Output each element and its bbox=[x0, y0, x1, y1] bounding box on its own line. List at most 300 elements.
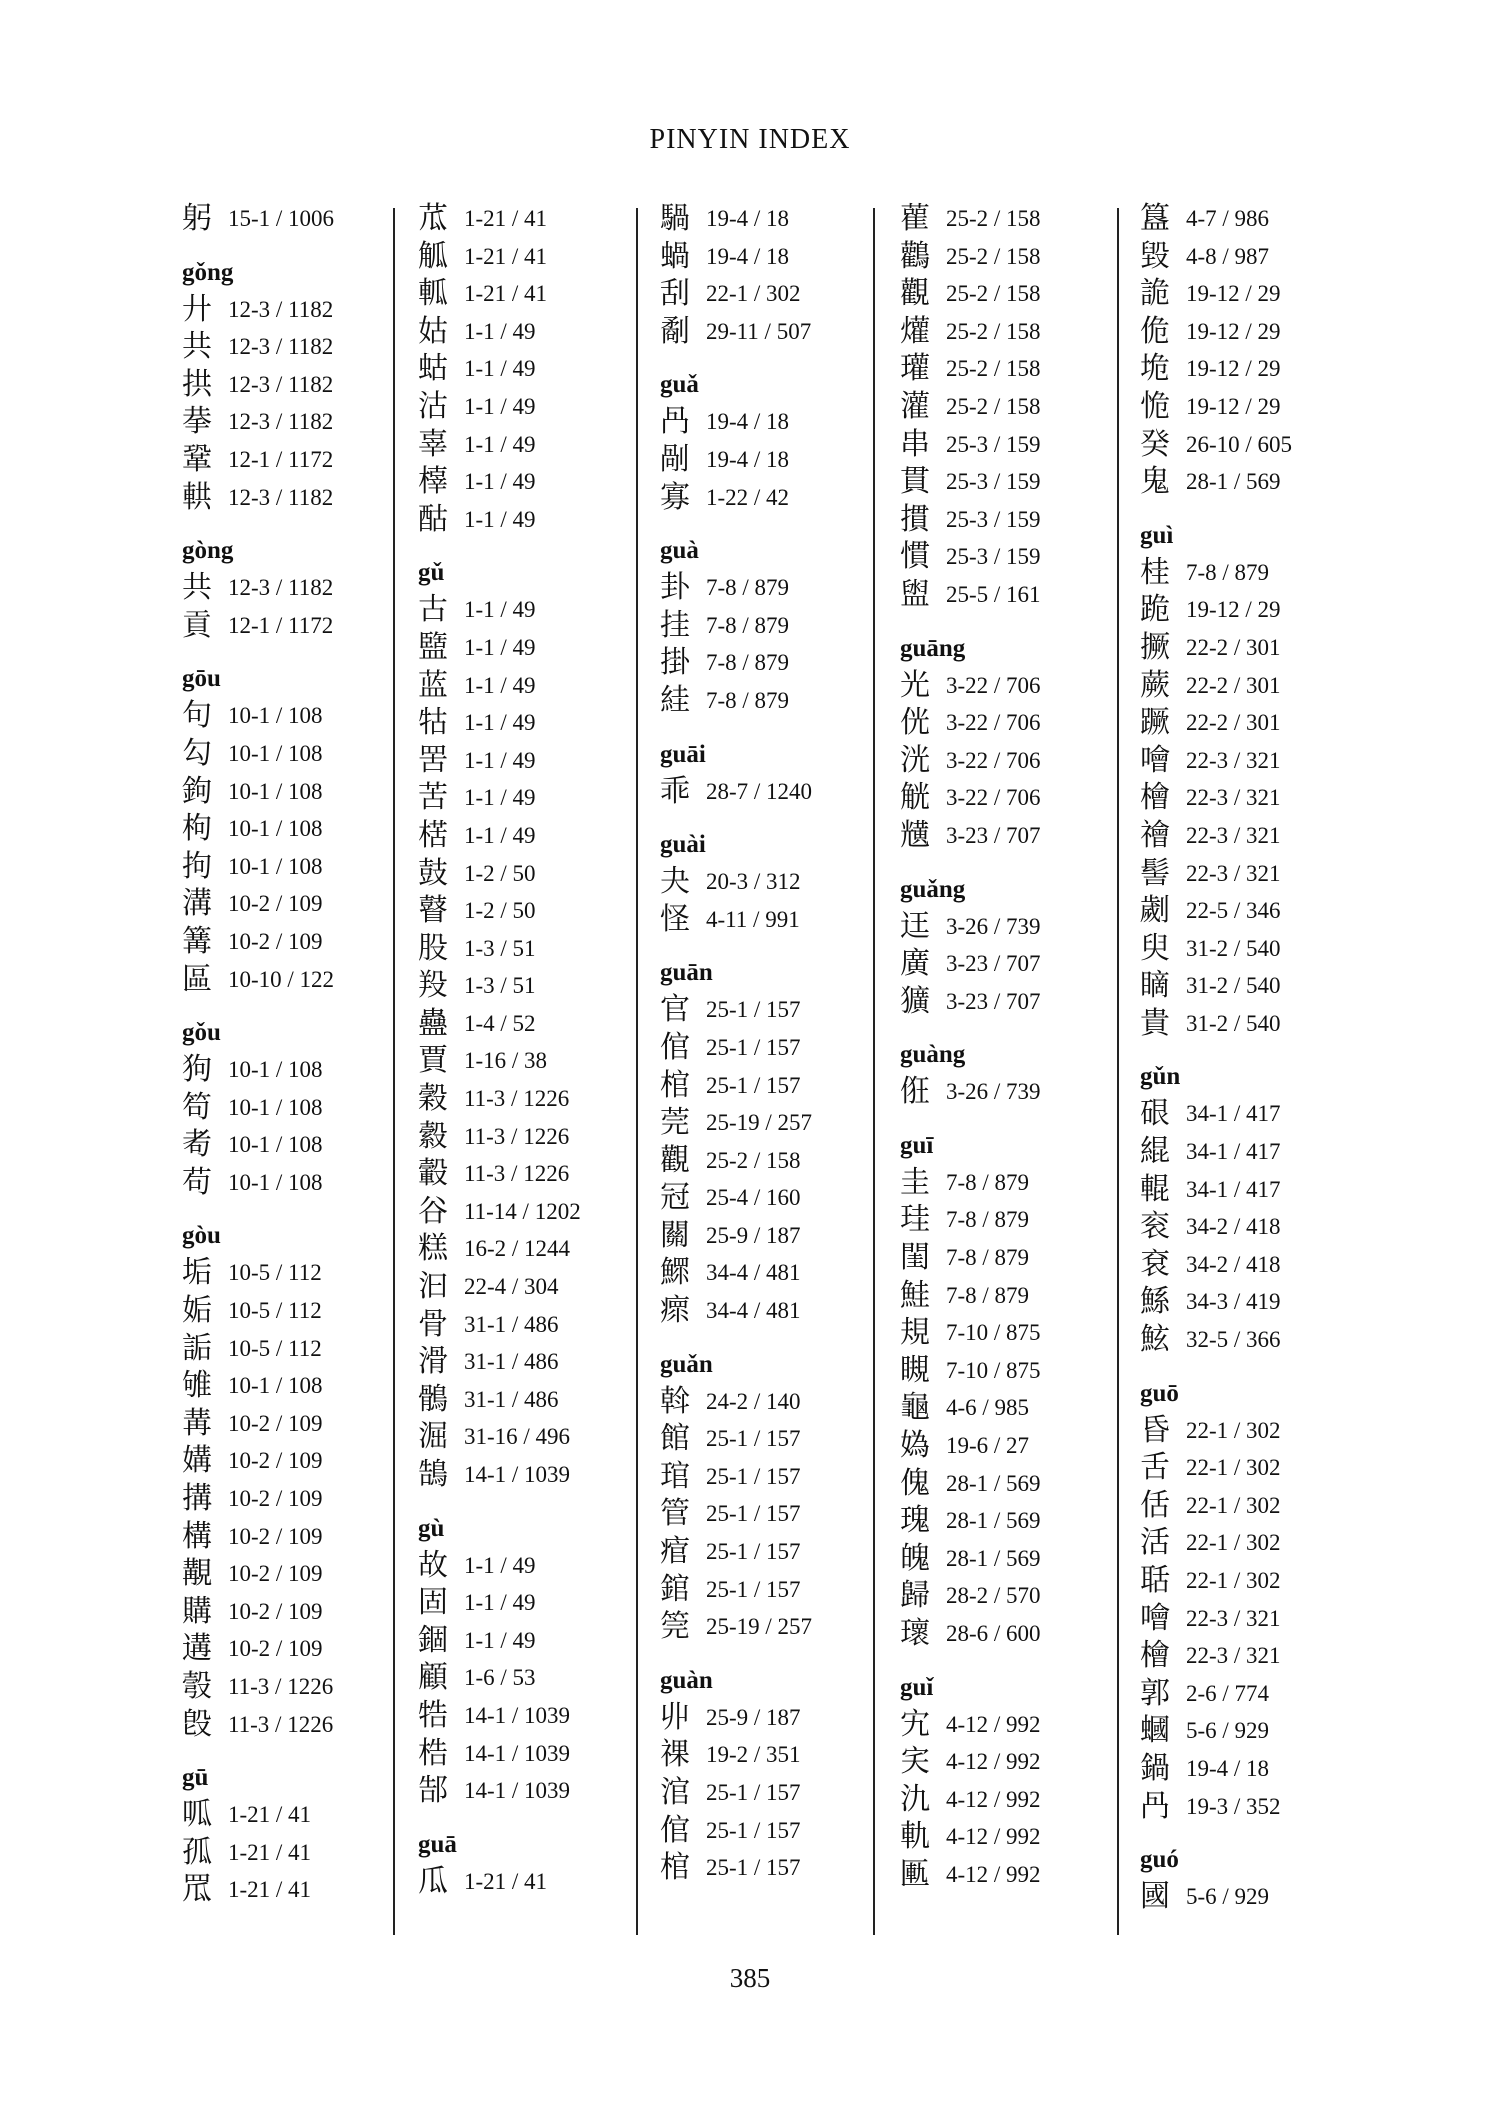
index-entry bbox=[1140, 817, 1372, 855]
entry-character: 錧 bbox=[660, 1571, 690, 1607]
index-entry bbox=[1140, 1321, 1372, 1359]
entry-character: 固 bbox=[418, 1585, 448, 1621]
entry-character: 緄 bbox=[1140, 1134, 1170, 1170]
entry-reference: 12-1 / 1172 bbox=[228, 612, 334, 638]
index-entry bbox=[900, 1540, 1132, 1578]
entry-character: 剮 bbox=[660, 441, 690, 477]
entry-character: 瞡 bbox=[900, 1352, 930, 1388]
index-entry bbox=[660, 1292, 892, 1330]
entry-reference: 19-12 / 29 bbox=[1186, 393, 1281, 419]
entry-reference: 7-8 / 879 bbox=[946, 1169, 1030, 1195]
column-divider bbox=[1117, 208, 1119, 1935]
entry-character: 冎 bbox=[1140, 1788, 1170, 1824]
entry-character: 瑰 bbox=[900, 1503, 930, 1539]
column-divider bbox=[873, 208, 875, 1935]
entry-reference: 16-2 / 1244 bbox=[464, 1236, 571, 1262]
entry-character: 獷 bbox=[900, 983, 930, 1019]
entry-reference: 1-21 / 41 bbox=[228, 1802, 312, 1828]
index-entry bbox=[900, 983, 1132, 1021]
entry-reference: 14-1 / 1039 bbox=[464, 1778, 571, 1804]
index-entry bbox=[418, 313, 650, 351]
entry-character: 倌 bbox=[660, 1812, 690, 1848]
entry-reference: 12-3 / 1182 bbox=[228, 409, 334, 435]
entry-reference: 31-1 / 486 bbox=[464, 1386, 559, 1412]
entry-character: 勾 bbox=[182, 735, 212, 771]
entry-reference: 25-1 / 157 bbox=[706, 1780, 801, 1805]
entry-reference: 25-1 / 157 bbox=[706, 1817, 801, 1843]
entry-reference: 28-7 / 1240 bbox=[706, 778, 813, 804]
entry-reference: 11-3 / 1226 bbox=[464, 1123, 570, 1149]
index-entry bbox=[900, 463, 1132, 501]
entry-reference: 1-21 / 41 bbox=[464, 206, 548, 231]
entry-reference: 7-8 / 879 bbox=[706, 650, 790, 676]
index-entry bbox=[660, 1179, 892, 1217]
index-entry bbox=[1140, 591, 1372, 629]
entry-reference: 19-4 / 18 bbox=[706, 206, 790, 231]
index-entry bbox=[1140, 967, 1372, 1005]
entry-character: 貴 bbox=[1140, 1005, 1170, 1041]
entry-reference: 25-1 / 157 bbox=[706, 1501, 801, 1527]
index-entry bbox=[900, 817, 1132, 855]
entry-reference: 10-1 / 108 bbox=[228, 703, 323, 729]
pinyin-heading: gǔn bbox=[1140, 1063, 1181, 1091]
index-entry bbox=[182, 885, 414, 923]
entry-reference: 25-3 / 159 bbox=[946, 506, 1041, 532]
entry-reference: 24-2 / 140 bbox=[706, 1388, 801, 1414]
entry-reference: 22-3 / 321 bbox=[1186, 860, 1281, 886]
entry-character: 苦 bbox=[418, 780, 448, 816]
index-entry bbox=[418, 892, 650, 930]
index-entry bbox=[182, 328, 414, 366]
index-entry bbox=[182, 810, 414, 848]
index-entry bbox=[1140, 930, 1372, 968]
entry-reference: 25-2 / 158 bbox=[946, 318, 1041, 344]
index-entry bbox=[1140, 704, 1372, 742]
entry-reference: 1-1 / 49 bbox=[464, 634, 536, 660]
index-entry bbox=[660, 1067, 892, 1105]
entry-reference: 19-4 / 18 bbox=[706, 243, 790, 269]
index-entry bbox=[418, 501, 650, 539]
index-entry bbox=[900, 1465, 1132, 1503]
index-entry bbox=[418, 1230, 650, 1268]
pinyin-heading: gōu bbox=[182, 665, 221, 693]
entry-reference: 22-1 / 302 bbox=[1186, 1530, 1281, 1556]
index-entry bbox=[900, 1352, 1132, 1390]
entry-reference: 10-2 / 109 bbox=[228, 891, 323, 917]
entry-reference: 31-16 / 496 bbox=[464, 1424, 571, 1450]
index-entry bbox=[900, 350, 1132, 388]
entry-reference: 25-5 / 161 bbox=[946, 581, 1041, 607]
entry-reference: 4-12 / 992 bbox=[946, 1824, 1041, 1850]
index-entry bbox=[182, 607, 414, 645]
index-entry bbox=[182, 1593, 414, 1631]
index-entry bbox=[182, 291, 414, 329]
index-entry bbox=[418, 1005, 650, 1043]
entry-reference: 19-4 / 18 bbox=[706, 409, 790, 435]
index-entry bbox=[900, 1577, 1132, 1615]
index-entry bbox=[900, 426, 1132, 464]
index-entry bbox=[900, 1201, 1132, 1239]
entry-character: 冎 bbox=[660, 404, 690, 440]
entry-reference: 14-1 / 1039 bbox=[464, 1702, 571, 1728]
entry-character: 瘝 bbox=[660, 1293, 690, 1329]
entry-character: 共 bbox=[182, 570, 212, 606]
entry-reference: 4-7 / 986 bbox=[1186, 206, 1270, 231]
index-entry bbox=[900, 275, 1132, 313]
entry-reference: 1-1 / 49 bbox=[464, 506, 536, 532]
entry-character: 股 bbox=[418, 930, 448, 966]
index-entry bbox=[660, 1849, 892, 1887]
index-entry bbox=[900, 1164, 1132, 1202]
index-entry bbox=[182, 1051, 414, 1089]
entry-character: 光 bbox=[900, 667, 930, 703]
entry-reference: 12-3 / 1182 bbox=[228, 334, 334, 360]
entry-reference: 25-2 / 158 bbox=[946, 243, 1041, 269]
entry-character: 棺 bbox=[660, 1850, 690, 1886]
entry-reference: 1-6 / 53 bbox=[464, 1665, 536, 1691]
entry-character: 共 bbox=[182, 329, 212, 365]
entry-reference: 25-1 / 157 bbox=[706, 1855, 801, 1881]
entry-reference: 25-2 / 158 bbox=[946, 393, 1041, 419]
index-entry bbox=[1140, 742, 1372, 780]
entry-reference: 25-19 / 257 bbox=[706, 1110, 813, 1136]
index-entry bbox=[418, 1193, 650, 1231]
pinyin-heading: guì bbox=[1140, 521, 1174, 549]
entry-character: 構 bbox=[182, 1518, 212, 1554]
entry-character: 詭 bbox=[1140, 276, 1170, 312]
entry-character: 摜 bbox=[900, 501, 930, 537]
index-entry bbox=[660, 1533, 892, 1571]
entry-character: 苽 bbox=[418, 201, 448, 236]
entry-character: 垢 bbox=[182, 1255, 212, 1291]
entry-character: 串 bbox=[900, 426, 930, 462]
entry-reference: 10-2 / 109 bbox=[228, 1448, 323, 1474]
index-entry bbox=[900, 1856, 1132, 1894]
index-entry bbox=[660, 1383, 892, 1421]
entry-character: 媯 bbox=[900, 1428, 930, 1464]
index-entry bbox=[182, 569, 414, 607]
index-entry bbox=[660, 1142, 892, 1180]
entry-reference: 25-1 / 157 bbox=[706, 1072, 801, 1098]
entry-reference: 7-8 / 879 bbox=[1186, 559, 1270, 585]
entry-reference: 1-3 / 51 bbox=[464, 973, 536, 999]
index-entry bbox=[418, 591, 650, 629]
index-entry bbox=[418, 1547, 650, 1585]
entry-character: 穀 bbox=[418, 1081, 448, 1117]
index-entry bbox=[182, 1367, 414, 1405]
pinyin-heading: guǎng bbox=[900, 875, 966, 903]
entry-reference: 19-12 / 29 bbox=[1186, 597, 1281, 623]
entry-reference: 25-3 / 159 bbox=[946, 431, 1041, 457]
index-entry bbox=[182, 735, 414, 773]
index-entry bbox=[182, 200, 414, 238]
index-entry bbox=[900, 313, 1132, 351]
index-entry bbox=[900, 238, 1132, 276]
index-entry bbox=[660, 991, 892, 1029]
entry-character: 蕨 bbox=[1140, 667, 1170, 703]
index-entry bbox=[900, 779, 1132, 817]
entry-reference: 10-2 / 109 bbox=[228, 1486, 323, 1512]
index-entry bbox=[900, 1073, 1132, 1111]
index-entry bbox=[660, 313, 892, 351]
index-entry bbox=[418, 275, 650, 313]
index-entry bbox=[660, 863, 892, 901]
index-entry bbox=[1140, 426, 1372, 464]
entry-reference: 20-3 / 312 bbox=[706, 869, 801, 895]
entry-character: 瓌 bbox=[900, 1616, 930, 1651]
entry-reference: 3-22 / 706 bbox=[946, 747, 1041, 773]
index-entry bbox=[182, 1706, 414, 1744]
entry-character: 廾 bbox=[182, 291, 212, 327]
entry-character: 貫 bbox=[900, 464, 930, 500]
index-entry bbox=[1140, 388, 1372, 426]
entry-reference: 22-3 / 321 bbox=[1186, 1643, 1281, 1669]
entry-reference: 2-6 / 774 bbox=[1186, 1680, 1270, 1706]
index-entry bbox=[418, 967, 650, 1005]
entry-character: 管 bbox=[660, 1496, 690, 1532]
entry-reference: 11-3 / 1226 bbox=[228, 1711, 334, 1737]
entry-reference: 26-10 / 605 bbox=[1186, 431, 1293, 457]
index-entry bbox=[418, 930, 650, 968]
index-entry bbox=[1140, 1487, 1372, 1525]
index-entry bbox=[418, 742, 650, 780]
pinyin-heading: gū bbox=[182, 1764, 209, 1792]
entry-character: 寡 bbox=[660, 479, 690, 515]
index-entry bbox=[660, 682, 892, 720]
entry-character: 氿 bbox=[900, 1781, 930, 1817]
entry-reference: 3-26 / 739 bbox=[946, 1079, 1041, 1105]
entry-reference: 10-2 / 109 bbox=[228, 1598, 323, 1624]
index-entry bbox=[418, 1268, 650, 1306]
index-entry bbox=[660, 1217, 892, 1255]
pinyin-heading: guǎ bbox=[660, 371, 699, 399]
entry-reference: 25-1 / 157 bbox=[706, 1576, 801, 1602]
entry-reference: 3-22 / 706 bbox=[946, 785, 1041, 811]
entry-character: 羖 bbox=[418, 968, 448, 1004]
entry-character: 遘 bbox=[182, 1631, 212, 1667]
entry-reference: 11-3 / 1226 bbox=[464, 1086, 570, 1112]
index-entry bbox=[182, 773, 414, 811]
entry-reference: 1-1 / 49 bbox=[464, 1590, 536, 1616]
entry-character: 覯 bbox=[182, 1556, 212, 1592]
entry-character: 盬 bbox=[418, 629, 448, 665]
entry-character: 鮭 bbox=[900, 1277, 930, 1313]
entry-character: 觀 bbox=[660, 1142, 690, 1178]
index-entry bbox=[900, 945, 1132, 983]
entry-character: 拱 bbox=[182, 366, 212, 402]
entry-reference: 28-1 / 569 bbox=[946, 1508, 1041, 1534]
entry-reference: 28-6 / 600 bbox=[946, 1621, 1041, 1646]
entry-reference: 1-21 / 41 bbox=[464, 1868, 548, 1894]
entry-reference: 12-3 / 1182 bbox=[228, 296, 334, 322]
entry-reference: 10-1 / 108 bbox=[228, 740, 323, 766]
entry-reference: 1-1 / 49 bbox=[464, 393, 536, 419]
entry-character: 鰥 bbox=[660, 1255, 690, 1291]
entry-reference: 10-5 / 112 bbox=[228, 1260, 322, 1286]
entry-reference: 25-1 / 157 bbox=[706, 1463, 801, 1489]
entry-reference: 28-1 / 569 bbox=[946, 1545, 1041, 1571]
entry-reference: 22-1 / 302 bbox=[1186, 1417, 1281, 1443]
index-entry bbox=[182, 1668, 414, 1706]
index-entry bbox=[1140, 1005, 1372, 1043]
entry-reference: 14-1 / 1039 bbox=[464, 1462, 571, 1487]
entry-character: 簋 bbox=[1140, 201, 1170, 236]
entry-reference: 34-1 / 417 bbox=[1186, 1101, 1281, 1127]
entry-character: 䁤 bbox=[1140, 968, 1170, 1004]
entry-character: 蹶 bbox=[1140, 705, 1170, 741]
entry-character: 臾 bbox=[1140, 930, 1170, 966]
entry-character: 觚 bbox=[418, 238, 448, 274]
index-entry bbox=[1140, 350, 1372, 388]
index-entry bbox=[418, 1659, 650, 1697]
entry-character: 國 bbox=[1140, 1879, 1170, 1915]
index-entry bbox=[1140, 1878, 1372, 1916]
index-entry bbox=[182, 1871, 414, 1909]
index-entry bbox=[900, 1818, 1132, 1856]
entry-reference: 34-1 / 417 bbox=[1186, 1176, 1281, 1202]
entry-reference: 25-4 / 160 bbox=[706, 1185, 801, 1211]
entry-reference: 7-10 / 875 bbox=[946, 1357, 1041, 1383]
entry-character: 轂 bbox=[418, 1156, 448, 1192]
entry-character: 活 bbox=[1140, 1525, 1170, 1561]
entry-reference: 10-1 / 108 bbox=[228, 1132, 323, 1158]
index-entry bbox=[900, 1781, 1132, 1819]
entry-character: 辜 bbox=[418, 426, 448, 462]
entry-character: 棺 bbox=[660, 1067, 690, 1103]
entry-character: 孤 bbox=[182, 1834, 212, 1870]
entry-character: 痯 bbox=[660, 1534, 690, 1570]
index-entry bbox=[660, 773, 892, 811]
index-entry bbox=[182, 403, 414, 441]
index-entry bbox=[1140, 200, 1372, 238]
entry-reference: 7-8 / 879 bbox=[946, 1282, 1030, 1308]
index-entry bbox=[1140, 1788, 1372, 1826]
entry-reference: 1-3 / 51 bbox=[464, 935, 536, 961]
index-entry bbox=[418, 463, 650, 501]
entry-character: 滑 bbox=[418, 1344, 448, 1380]
index-entry bbox=[182, 1518, 414, 1556]
entry-reference: 25-1 / 157 bbox=[706, 1539, 801, 1565]
index-entry bbox=[1140, 1600, 1372, 1638]
entry-character: 鮌 bbox=[1140, 1322, 1170, 1358]
entry-reference: 12-3 / 1182 bbox=[228, 484, 334, 510]
entry-reference: 10-1 / 108 bbox=[228, 1373, 323, 1399]
entry-character: 淈 bbox=[418, 1419, 448, 1455]
entry-character: 蛄 bbox=[418, 351, 448, 387]
index-entry bbox=[660, 1104, 892, 1142]
index-entry bbox=[418, 1622, 650, 1660]
pinyin-heading: guāi bbox=[660, 740, 706, 768]
index-entry bbox=[900, 538, 1132, 576]
index-entry bbox=[1140, 1675, 1372, 1713]
entry-reference: 22-3 / 321 bbox=[1186, 785, 1281, 811]
index-entry bbox=[182, 1330, 414, 1368]
index-entry bbox=[900, 200, 1132, 238]
entry-character: 垝 bbox=[1140, 351, 1170, 387]
pinyin-heading: guā bbox=[418, 1830, 457, 1858]
entry-reference: 28-1 / 569 bbox=[946, 1470, 1041, 1496]
entry-character: 劌 bbox=[1140, 893, 1170, 929]
index-entry bbox=[1140, 1750, 1372, 1788]
entry-character: 俇 bbox=[900, 1074, 930, 1110]
entry-character: 鵠 bbox=[418, 1457, 448, 1492]
entry-character: 撅 bbox=[1140, 629, 1170, 665]
entry-character: 絓 bbox=[660, 682, 690, 718]
entry-reference: 34-2 / 418 bbox=[1186, 1214, 1281, 1240]
entry-character: 倌 bbox=[660, 1029, 690, 1065]
entry-reference: 10-1 / 108 bbox=[228, 778, 323, 804]
index-entry bbox=[418, 667, 650, 705]
entry-character: 購 bbox=[182, 1593, 212, 1629]
index-entry bbox=[418, 1118, 650, 1156]
entry-reference: 22-3 / 321 bbox=[1186, 822, 1281, 848]
entry-reference: 25-2 / 158 bbox=[706, 1147, 801, 1173]
entry-reference: 1-1 / 49 bbox=[464, 597, 536, 623]
entry-character: 古 bbox=[418, 592, 448, 628]
index-entry bbox=[418, 1042, 650, 1080]
index-entry bbox=[1140, 463, 1372, 501]
index-entry bbox=[182, 1254, 414, 1292]
entry-character: 瓜 bbox=[418, 1863, 448, 1899]
index-entry bbox=[418, 1306, 650, 1344]
entry-reference: 7-8 / 879 bbox=[706, 575, 790, 601]
entry-reference: 14-1 / 1039 bbox=[464, 1740, 571, 1766]
index-entry bbox=[1140, 554, 1372, 592]
entry-character: 恑 bbox=[1140, 388, 1170, 424]
entry-reference: 22-2 / 301 bbox=[1186, 634, 1281, 660]
entry-reference: 25-19 / 257 bbox=[706, 1614, 813, 1640]
entry-reference: 1-1 / 49 bbox=[464, 1552, 536, 1578]
entry-reference: 7-10 / 875 bbox=[946, 1320, 1041, 1346]
pinyin-heading: guà bbox=[660, 537, 699, 565]
index-entry bbox=[660, 1608, 892, 1646]
index-entry bbox=[900, 908, 1132, 946]
pinyin-heading: guǐ bbox=[900, 1673, 934, 1701]
index-entry bbox=[418, 200, 650, 238]
index-entry bbox=[418, 1381, 650, 1419]
entry-character: 硍 bbox=[1140, 1096, 1170, 1132]
entry-reference: 10-2 / 109 bbox=[228, 1561, 323, 1587]
entry-reference: 1-16 / 38 bbox=[464, 1048, 548, 1074]
entry-reference: 22-1 / 302 bbox=[1186, 1568, 1281, 1593]
entry-reference: 11-3 / 1226 bbox=[464, 1161, 570, 1187]
entry-reference: 1-1 / 49 bbox=[464, 710, 536, 736]
entry-character: 牯 bbox=[418, 705, 448, 741]
entry-character: 貢 bbox=[182, 607, 212, 643]
entry-character: 宎 bbox=[900, 1744, 930, 1780]
index-entry bbox=[418, 1584, 650, 1622]
entry-character: 姑 bbox=[418, 313, 448, 349]
index-entry bbox=[182, 1555, 414, 1593]
entry-reference: 12-3 / 1182 bbox=[228, 371, 334, 397]
entry-reference: 1-1 / 49 bbox=[464, 785, 536, 811]
entry-character: 噲 bbox=[1140, 1600, 1170, 1636]
entry-reference: 5-6 / 929 bbox=[1186, 1884, 1270, 1910]
entry-character: 縠 bbox=[418, 1118, 448, 1154]
entry-character: 昏 bbox=[1140, 1412, 1170, 1448]
entry-reference: 4-12 / 992 bbox=[946, 1786, 1041, 1812]
entry-reference: 7-8 / 879 bbox=[946, 1245, 1030, 1271]
entry-character: 丱 bbox=[660, 1699, 690, 1735]
entry-reference: 1-21 / 41 bbox=[464, 243, 548, 269]
entry-character: 祼 bbox=[660, 1737, 690, 1773]
entry-reference: 1-1 / 49 bbox=[464, 431, 536, 457]
entry-character: 乖 bbox=[660, 773, 690, 809]
entry-character: 涫 bbox=[660, 1775, 690, 1810]
entry-character: 拘 bbox=[182, 848, 212, 884]
index-entry bbox=[1140, 629, 1372, 667]
index-entry bbox=[660, 479, 892, 517]
